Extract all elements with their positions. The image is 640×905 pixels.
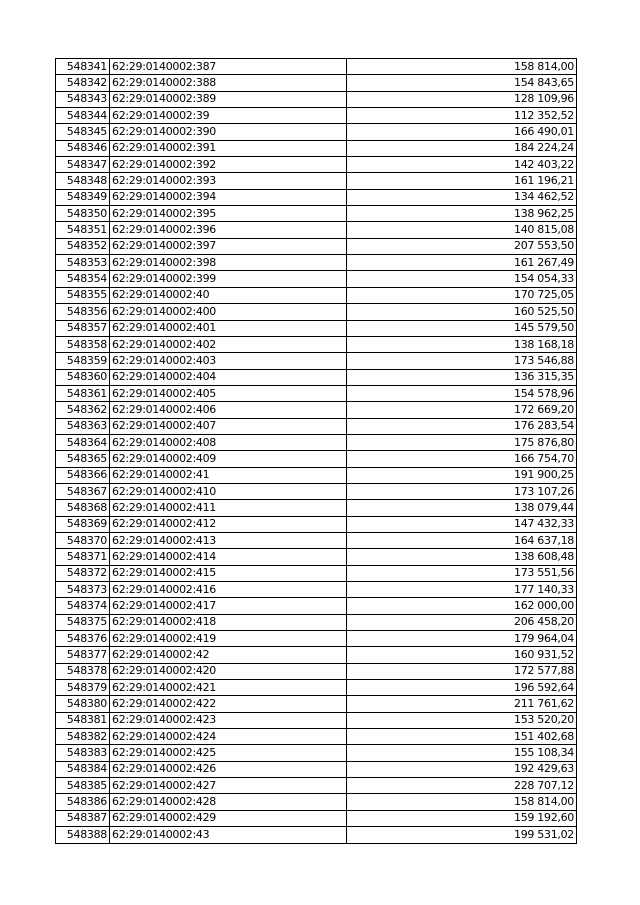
row-id-cell: 548360: [56, 369, 110, 385]
value-cell: 172 577,88: [347, 663, 577, 679]
table-row: [56, 434, 577, 450]
table-row: [56, 761, 577, 777]
cadastral-number-cell: 62:29:0140002:429: [110, 810, 347, 826]
value-cell: 159 192,60: [347, 810, 577, 826]
value-cell: 173 107,26: [347, 483, 577, 499]
cadastral-number-cell: 62:29:0140002:415: [110, 565, 347, 581]
value-cell: 138 168,18: [347, 336, 577, 352]
table-row: [56, 631, 577, 647]
value-cell: 154 843,65: [347, 75, 577, 91]
row-id-cell: 548344: [56, 108, 110, 124]
table-row: [56, 549, 577, 565]
table-row: [56, 663, 577, 679]
cadastral-number-cell: 62:29:0140002:421: [110, 680, 347, 696]
row-id-cell: 548342: [56, 75, 110, 91]
cadastral-number-cell: 62:29:0140002:418: [110, 614, 347, 630]
value-cell: 173 546,88: [347, 353, 577, 369]
cadastral-number-cell: 62:29:0140002:388: [110, 75, 347, 91]
table-row: [56, 598, 577, 614]
table-row: [56, 238, 577, 254]
table-row: [56, 336, 577, 352]
value-cell: 184 224,24: [347, 140, 577, 156]
cadastral-number-cell: 62:29:0140002:42: [110, 647, 347, 663]
cadastral-number-cell: 62:29:0140002:43: [110, 827, 347, 843]
value-cell: 173 551,56: [347, 565, 577, 581]
row-id-cell: 548362: [56, 402, 110, 418]
cadastral-number-cell: 62:29:0140002:397: [110, 238, 347, 254]
value-cell: 140 815,08: [347, 222, 577, 238]
cadastral-number-cell: 62:29:0140002:399: [110, 271, 347, 287]
row-id-cell: 548382: [56, 729, 110, 745]
row-id-cell: 548380: [56, 696, 110, 712]
value-cell: 175 876,80: [347, 434, 577, 450]
value-cell: 134 462,52: [347, 189, 577, 205]
row-id-cell: 548355: [56, 287, 110, 303]
cadastral-number-cell: 62:29:0140002:405: [110, 385, 347, 401]
value-cell: 172 669,20: [347, 402, 577, 418]
value-cell: 154 578,96: [347, 385, 577, 401]
cadastral-number-cell: 62:29:0140002:410: [110, 483, 347, 499]
row-id-cell: 548341: [56, 59, 110, 75]
row-id-cell: 548359: [56, 353, 110, 369]
table-row: [56, 614, 577, 630]
value-cell: 128 109,96: [347, 91, 577, 107]
value-cell: 207 553,50: [347, 238, 577, 254]
value-cell: 162 000,00: [347, 598, 577, 614]
row-id-cell: 548353: [56, 255, 110, 271]
cadastral-number-cell: 62:29:0140002:407: [110, 418, 347, 434]
cadastral-number-cell: 62:29:0140002:392: [110, 157, 347, 173]
table-row: [56, 467, 577, 483]
cadastral-number-cell: 62:29:0140002:420: [110, 663, 347, 679]
cadastral-number-cell: 62:29:0140002:393: [110, 173, 347, 189]
value-cell: 211 761,62: [347, 696, 577, 712]
table-row: [56, 827, 577, 843]
cadastral-number-cell: 62:29:0140002:391: [110, 140, 347, 156]
value-cell: 147 432,33: [347, 516, 577, 532]
value-cell: 191 900,25: [347, 467, 577, 483]
table-row: [56, 369, 577, 385]
row-id-cell: 548385: [56, 778, 110, 794]
cadastral-number-cell: 62:29:0140002:401: [110, 320, 347, 336]
cadastral-number-cell: 62:29:0140002:412: [110, 516, 347, 532]
row-id-cell: 548347: [56, 157, 110, 173]
value-cell: 160 931,52: [347, 647, 577, 663]
row-id-cell: 548350: [56, 206, 110, 222]
cadastral-number-cell: 62:29:0140002:394: [110, 189, 347, 205]
value-cell: 153 520,20: [347, 712, 577, 728]
value-cell: 206 458,20: [347, 614, 577, 630]
value-cell: 112 352,52: [347, 108, 577, 124]
row-id-cell: 548379: [56, 680, 110, 696]
row-id-cell: 548369: [56, 516, 110, 532]
row-id-cell: 548386: [56, 794, 110, 810]
cadastral-number-cell: 62:29:0140002:395: [110, 206, 347, 222]
cadastral-number-cell: 62:29:0140002:419: [110, 631, 347, 647]
row-id-cell: 548377: [56, 647, 110, 663]
value-cell: 158 814,00: [347, 794, 577, 810]
row-id-cell: 548367: [56, 483, 110, 499]
row-id-cell: 548351: [56, 222, 110, 238]
table-row: [56, 565, 577, 581]
cadastral-number-cell: 62:29:0140002:411: [110, 500, 347, 516]
cadastral-number-cell: 62:29:0140002:404: [110, 369, 347, 385]
row-id-cell: 548388: [56, 827, 110, 843]
value-cell: 176 283,54: [347, 418, 577, 434]
row-id-cell: 548352: [56, 238, 110, 254]
value-cell: 138 962,25: [347, 206, 577, 222]
table-row: [56, 483, 577, 499]
row-id-cell: 548371: [56, 549, 110, 565]
cadastral-number-cell: 62:29:0140002:406: [110, 402, 347, 418]
table-row: [56, 516, 577, 532]
row-id-cell: 548384: [56, 761, 110, 777]
row-id-cell: 548349: [56, 189, 110, 205]
table-row: [56, 810, 577, 826]
value-cell: 154 054,33: [347, 271, 577, 287]
cadastral-number-cell: 62:29:0140002:413: [110, 532, 347, 548]
cadastral-number-cell: 62:29:0140002:402: [110, 336, 347, 352]
cadastral-number-cell: 62:29:0140002:408: [110, 434, 347, 450]
cadastral-number-cell: 62:29:0140002:400: [110, 304, 347, 320]
cadastral-number-cell: 62:29:0140002:424: [110, 729, 347, 745]
table-row: [56, 140, 577, 156]
table-row: [56, 271, 577, 287]
cadastral-value-table: [55, 58, 577, 844]
table-row: [56, 647, 577, 663]
table-row: [56, 778, 577, 794]
row-id-cell: 548364: [56, 434, 110, 450]
table-row: [56, 582, 577, 598]
table-row: [56, 255, 577, 271]
cadastral-number-cell: 62:29:0140002:387: [110, 59, 347, 75]
value-cell: 138 079,44: [347, 500, 577, 516]
cadastral-number-cell: 62:29:0140002:409: [110, 451, 347, 467]
table-row: [56, 124, 577, 140]
row-id-cell: 548370: [56, 532, 110, 548]
value-cell: 179 964,04: [347, 631, 577, 647]
row-id-cell: 548354: [56, 271, 110, 287]
table-body: [56, 59, 577, 844]
cadastral-number-cell: 62:29:0140002:41: [110, 467, 347, 483]
table-row: [56, 696, 577, 712]
cadastral-number-cell: 62:29:0140002:396: [110, 222, 347, 238]
value-cell: 161 267,49: [347, 255, 577, 271]
cadastral-number-cell: 62:29:0140002:390: [110, 124, 347, 140]
row-id-cell: 548343: [56, 91, 110, 107]
cadastral-number-cell: 62:29:0140002:414: [110, 549, 347, 565]
table-row: [56, 402, 577, 418]
value-cell: 136 315,35: [347, 369, 577, 385]
row-id-cell: 548345: [56, 124, 110, 140]
cadastral-number-cell: 62:29:0140002:422: [110, 696, 347, 712]
value-cell: 199 531,02: [347, 827, 577, 843]
row-id-cell: 548363: [56, 418, 110, 434]
value-cell: 196 592,64: [347, 680, 577, 696]
cadastral-number-cell: 62:29:0140002:428: [110, 794, 347, 810]
value-cell: 145 579,50: [347, 320, 577, 336]
row-id-cell: 548358: [56, 336, 110, 352]
table-row: [56, 532, 577, 548]
table-row: [56, 173, 577, 189]
table-row: [56, 108, 577, 124]
value-cell: 138 608,48: [347, 549, 577, 565]
cadastral-number-cell: 62:29:0140002:425: [110, 745, 347, 761]
row-id-cell: 548381: [56, 712, 110, 728]
table-row: [56, 385, 577, 401]
value-cell: 158 814,00: [347, 59, 577, 75]
table-row: [56, 320, 577, 336]
value-cell: 166 754,70: [347, 451, 577, 467]
table-row: [56, 206, 577, 222]
table-row: [56, 729, 577, 745]
table-row: [56, 189, 577, 205]
row-id-cell: 548368: [56, 500, 110, 516]
table-row: [56, 745, 577, 761]
row-id-cell: 548356: [56, 304, 110, 320]
table-row: [56, 91, 577, 107]
value-cell: 170 725,05: [347, 287, 577, 303]
table-row: [56, 794, 577, 810]
value-cell: 192 429,63: [347, 761, 577, 777]
row-id-cell: 548357: [56, 320, 110, 336]
row-id-cell: 548372: [56, 565, 110, 581]
row-id-cell: 548387: [56, 810, 110, 826]
row-id-cell: 548375: [56, 614, 110, 630]
table-row: [56, 304, 577, 320]
cadastral-number-cell: 62:29:0140002:427: [110, 778, 347, 794]
row-id-cell: 548366: [56, 467, 110, 483]
row-id-cell: 548346: [56, 140, 110, 156]
cadastral-number-cell: 62:29:0140002:417: [110, 598, 347, 614]
value-cell: 161 196,21: [347, 173, 577, 189]
table-row: [56, 222, 577, 238]
table-row: [56, 451, 577, 467]
value-cell: 164 637,18: [347, 532, 577, 548]
cadastral-number-cell: 62:29:0140002:423: [110, 712, 347, 728]
cadastral-number-cell: 62:29:0140002:389: [110, 91, 347, 107]
row-id-cell: 548383: [56, 745, 110, 761]
value-cell: 228 707,12: [347, 778, 577, 794]
table-row: [56, 500, 577, 516]
value-cell: 155 108,34: [347, 745, 577, 761]
value-cell: 177 140,33: [347, 582, 577, 598]
table-row: [56, 353, 577, 369]
row-id-cell: 548376: [56, 631, 110, 647]
value-cell: 166 490,01: [347, 124, 577, 140]
table-row: [56, 418, 577, 434]
cadastral-number-cell: 62:29:0140002:426: [110, 761, 347, 777]
table-row: [56, 59, 577, 75]
row-id-cell: 548348: [56, 173, 110, 189]
cadastral-number-cell: 62:29:0140002:416: [110, 582, 347, 598]
cadastral-number-cell: 62:29:0140002:398: [110, 255, 347, 271]
row-id-cell: 548378: [56, 663, 110, 679]
value-cell: 160 525,50: [347, 304, 577, 320]
cadastral-number-cell: 62:29:0140002:403: [110, 353, 347, 369]
cadastral-number-cell: 62:29:0140002:39: [110, 108, 347, 124]
table-row: [56, 157, 577, 173]
value-cell: 151 402,68: [347, 729, 577, 745]
row-id-cell: 548373: [56, 582, 110, 598]
table-row: [56, 680, 577, 696]
row-id-cell: 548365: [56, 451, 110, 467]
table-row: [56, 712, 577, 728]
value-cell: 142 403,22: [347, 157, 577, 173]
row-id-cell: 548361: [56, 385, 110, 401]
table-row: [56, 287, 577, 303]
table-row: [56, 75, 577, 91]
cadastral-number-cell: 62:29:0140002:40: [110, 287, 347, 303]
row-id-cell: 548374: [56, 598, 110, 614]
